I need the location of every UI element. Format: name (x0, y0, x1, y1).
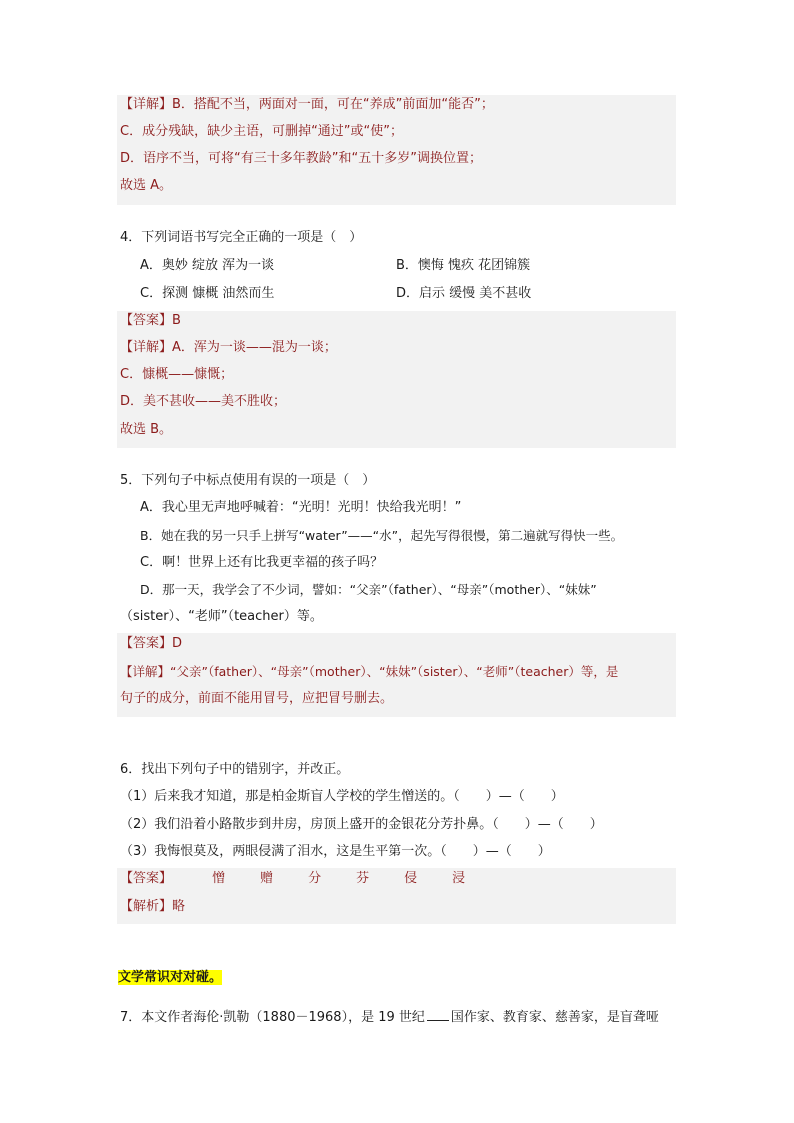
detail-line-d: D．语序不当，可将“有三十多年教龄”和“五十多岁”调换位置； (120, 151, 482, 166)
q5-option-d-line2: （sister）、“老师”（teacher）等。 (120, 609, 323, 624)
q5-answer: 【答案】D (120, 636, 183, 651)
q6-item-2: （2）我们沿着小路散步到井房，房顶上盛开的金银花分芳扑鼻。（ ）—（ ） (120, 817, 603, 832)
q6-answer-chars (212, 871, 500, 886)
q4-option-a: A．奥妙 绽放 浑为一谈 (140, 258, 275, 273)
q7-stem: 7．本文作者海伦·凯勒（1880－1968），是 19 世纪 国作家、教育家、慈善家，是盲聋哑 (120, 1007, 659, 1028)
q4-conclusion: 故选 B。 (120, 422, 173, 437)
q4-answer: 【答案】B (120, 313, 181, 328)
detail-line-b: 【详解】B．搭配不当，两面对一面，可在“养成”前面加“能否”； (120, 97, 494, 112)
q5-detail-line2: 句子的成分，前面不能用冒号，应把冒号删去。 (120, 691, 394, 706)
q6-analysis: 【解析】略 (120, 899, 186, 914)
q5-option-c: C．啊！世界上还有比我更幸福的孩子吗？ (140, 555, 384, 570)
fill-blank[interactable] (427, 1007, 449, 1021)
q4-option-b: B．懊悔 愧疚 花团锦簇 (396, 258, 531, 273)
q5-option-a: A．我心里无声地呼喊着：“光明！光明！快给我光明！” (140, 500, 462, 515)
answer-char: 分 (308, 871, 322, 886)
section-title: 文学常识对对碰。 (118, 970, 223, 985)
answer-char: 芬 (356, 871, 370, 886)
q6-answer: 【答案】 憎 赠 分 芬 侵 浸 (120, 869, 500, 889)
answer-char: 浸 (452, 871, 466, 886)
q4-option-c: C．探测 慷概 油然而生 (140, 286, 275, 301)
q4-detail-a: 【详解】A．浑为一谈——混为一谈； (120, 340, 337, 355)
q5-detail-line1: 【详解】“父亲”（father）、“母亲”（mother）、“妹妹”（sister）、“老师”（teacher）等，是 (120, 664, 619, 679)
detail-line-c: C．成分残缺，缺少主语，可删掉“通过”或“使”； (120, 124, 404, 139)
q6-item-1: （1）后来我才知道，那是柏金斯盲人学校的学生憎送的。（ ）—（ ） (120, 789, 564, 804)
q6-stem: 6．找出下列句子中的错别字，并改正。 (120, 762, 350, 777)
q5-option-b: B．她在我的另一只手上拼写“water”——“水”，起先写得很慢，第二遍就写得快一些。 (140, 528, 624, 543)
answer-char: 憎 (212, 871, 226, 886)
q4-detail-d: D．美不甚收——美不胜收； (120, 394, 287, 409)
conclusion: 故选 A。 (120, 178, 173, 193)
answer-char: 赠 (260, 871, 274, 886)
q5-option-d-line1: D．那一天，我学会了不少词，譬如：“父亲”（father）、“母亲”（mother）、“妹妹” (140, 582, 597, 597)
q6-item-3: （3）我悔恨莫及，两眼侵满了泪水，这是生平第一次。（ ）—（ ） (120, 844, 551, 859)
q4-detail-c: C．慷概——慷慨； (120, 367, 234, 382)
q4-stem: 4．下列词语书写完全正确的一项是（ ） (120, 230, 363, 245)
q4-option-d: D．启示 缓慢 美不甚收 (396, 286, 532, 301)
detail-tag: 【详解】 (120, 97, 173, 112)
q5-stem: 5．下列句子中标点使用有误的一项是（ ） (120, 473, 376, 488)
answer-char: 侵 (404, 871, 418, 886)
